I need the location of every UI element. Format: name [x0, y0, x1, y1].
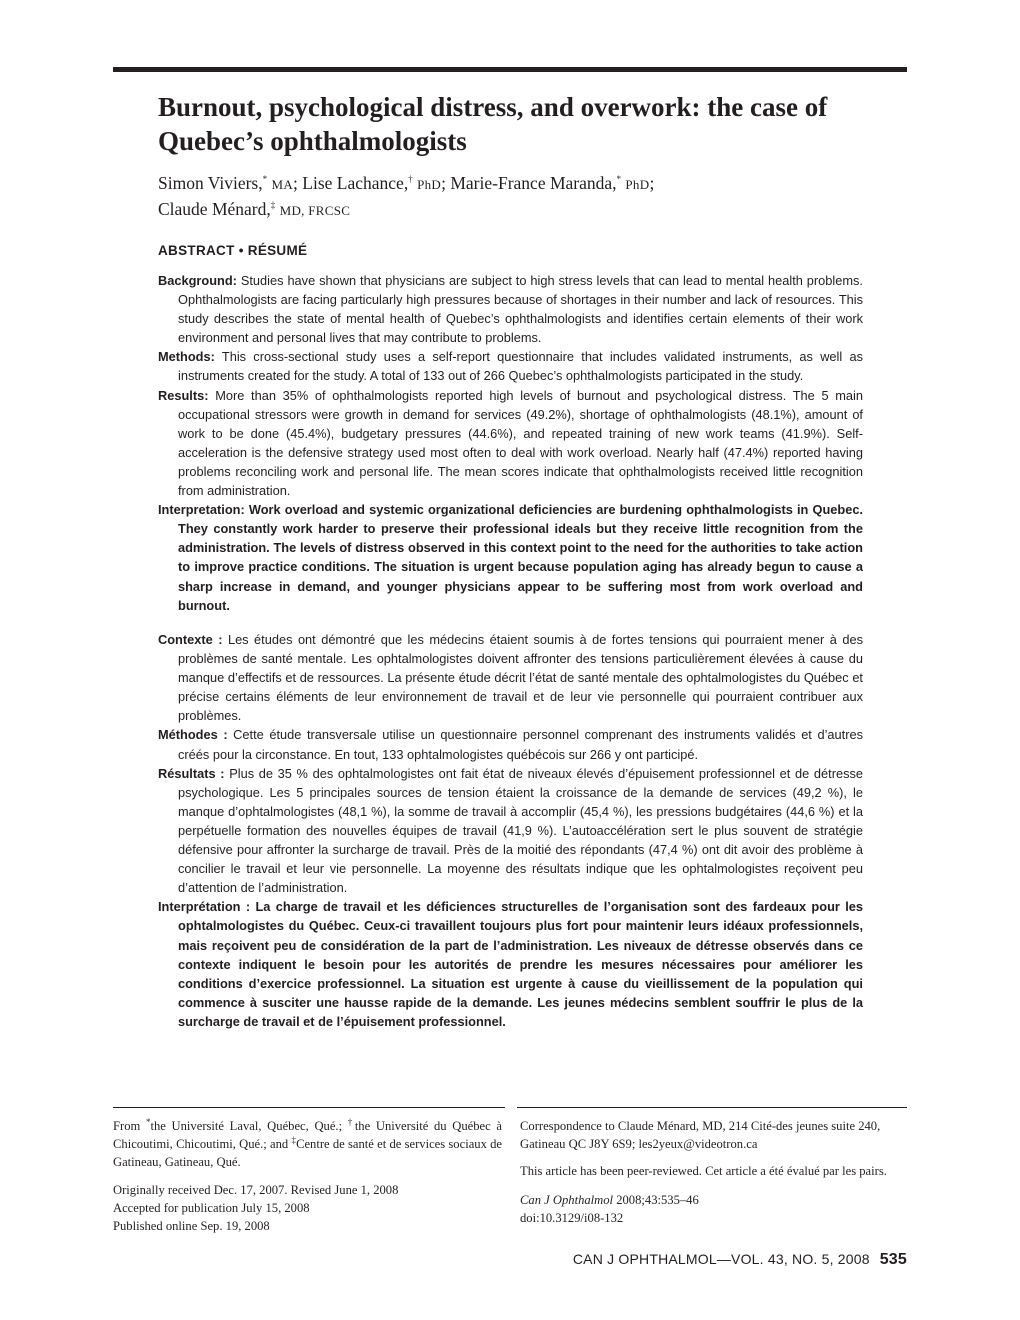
peer-review-note: This article has been peer-reviewed. Cet article a été évalué par les pairs.: [520, 1164, 887, 1178]
section-text: Les études ont démontré que les médecins étaient soumis à de fortes tensions qui pourraient mener à des problèmes de santé mentale. Les ophtalmologistes doivent affronter des tensions particulièrement élevées à cause du manque d’effectifs et de ressources. La présente étude décrit l’état de santé mentale des ophtalmologistes du Québec et précise certains éléments de leur environnement de travail et de leur vie personnelle qui pourraient contribuer aux problèmes.: [178, 632, 863, 724]
author-name: Lise Lachance,: [302, 173, 409, 193]
section-text: Plus de 35 % des ophtalmologistes ont fait état de niveaux élevés d’épuisement professionnel et de détresse psychologique. Les 5 principales sources de tension étaient la croissance de la demande de services (49,2 %), le manque d’ophtalmologistes (48,1 %), la somme de travail à accomplir (45,4 %), les pressions budgétaires (44,6 %) et la perpétuelle formation des nouvelles équipes de travail (41,9 %). L’autoaccélération sert le plus souvent de stratégie défensive pour affronter la surcharge de travail. Près de la moitié des répondants (47,4 %) ont dit avoir des problème à concilier le travail et leur vie personnelle. La moyenne des résultats indique que les ophtalmologistes reçoivent peu d’attention de l’administration.: [178, 765, 863, 896]
correspondence: Correspondence to Claude Ménard, MD, 214 Cité-des jeunes suite 240, Gatineau QC J8Y 6S9; les2yeux@videotron.ca: [520, 1119, 881, 1151]
section-label: Methods:: [158, 349, 215, 365]
section-text: This cross-sectional study uses a self-report questionnaire that includes validated instruments, as well as instruments created for the study. A total of 133 out of 266 Quebec’s ophthalmologists participated in the study.: [178, 349, 863, 384]
citation: [520, 1191, 907, 1227]
date-line: Published online Sep. 19, 2008: [113, 1219, 270, 1233]
author-name: Marie-France Maranda,: [450, 173, 617, 193]
abstract-paragraph: [158, 630, 863, 725]
section-label: Interprétation :: [158, 899, 251, 915]
citation-ref: 2008;43:535–46: [613, 1193, 699, 1207]
section-text: La charge de travail et les déficiences structurelles de l’organisation sont des fardeaux pour les ophtalmologistes du Québec. Ceux-ci travaillent toujours plus fort pour maintenir leurs idéaux professionnels, mais reçoivent peu de considération de la part de l’administration. Les niveaux de détresse observés dans ce contexte indiquent le besoin pour les autorités de prendre les mesures nécessaires pour améliorer les conditions d’exercice professionnel. La situation est urgente à cause du vieillissement de la population qui commence à susciter une hausse rapide de la demande. Les jeunes médecins semblent souffrir le plus de la surcharge de travail et de l’épuisement professionnel.: [178, 899, 863, 1029]
author-list: Simon Viviers,* MA; Lise Lachance,† PhD; Marie-France Maranda,* PhD; Claude Ménard,‡ MD, FRCSC: [158, 173, 655, 219]
abstract-french: [158, 630, 863, 1031]
publication-dates: [113, 1181, 502, 1235]
abstract-paragraph: [158, 347, 863, 385]
author-mark: †: [408, 174, 413, 185]
section-label: Résultats :: [158, 765, 225, 781]
section-text: Work overload and systemic organizational deficiencies are burdening ophthalmologists in Quebec. They constantly work harder to preserve their professional ideals but they receive little recognition from the administration. The levels of distress observed in this context point to the need for the authorities to take action to improve practice conditions. The situation is urgent because population aging has already begun to cause a sharp increase in demand, and younger physicians appear to be suffering most from work overload and burnout.: [178, 502, 863, 613]
author-mark: *: [616, 174, 622, 185]
abstract-paragraph: [158, 500, 863, 615]
doi: doi:10.3129/i08-132: [520, 1211, 624, 1225]
article-title: Burnout, psychological distress, and overwork: the case of Quebec’s ophthalmologists: [158, 92, 828, 156]
section-label: Méthodes :: [158, 727, 228, 743]
footnote-rule: [113, 1107, 505, 1108]
abstract-paragraph: [158, 725, 863, 763]
date-line: Originally received Dec. 17, 2007. Revised June 1, 2008: [113, 1183, 399, 1197]
journal-name: Can J Ophthalmol: [520, 1193, 614, 1207]
footnote-rule: [517, 1107, 907, 1108]
abstract-paragraph: [158, 764, 863, 898]
running-footer: [573, 1251, 907, 1269]
author-degree: PhD: [417, 177, 442, 192]
section-text: Cette étude transversale utilise un questionnaire personnel comprenant des instruments validés et d’autres créés pour la circonstance. En tout, 133 ophtalmologistes québécois sur 266 y ont participé.: [178, 727, 863, 762]
page-number: 535: [879, 1251, 907, 1268]
section-text: Studies have shown that physicians are subject to high stress levels that can lead to mental health problems. Ophthalmologists are facing particularly high pressures because of shortages in their number and lack of resources. This study describes the state of mental health of Quebec’s ophthalmologists and identifies certain elements of their work environment and personal lives that may contribute to problems.: [178, 273, 863, 346]
date-line: Accepted for publication July 15, 2008: [113, 1201, 310, 1215]
author-mark: ‡: [270, 200, 276, 211]
author-degree: MA: [271, 177, 294, 192]
section-label: Interpretation:: [158, 502, 245, 518]
section-label: Results:: [158, 387, 209, 403]
section-label: Contexte :: [158, 632, 223, 647]
author-name: Claude Ménard,: [158, 199, 271, 219]
author-degree: MD, FRCSC: [279, 203, 351, 218]
section-label: Background:: [158, 273, 237, 288]
abstract-heading: ABSTRACT • RÉSUMÉ: [158, 243, 308, 258]
author-name: Simon Viviers,: [158, 173, 263, 193]
affiliations: From *the Université Laval, Québec, Qué.; †the Université du Québec à Chicoutimi, Chicoutimi, Qué.; and ‡Centre de santé et de services sociaux de Gatineau, Gatineau, Qué.: [113, 1116, 503, 1169]
abstract-paragraph: [158, 897, 863, 1031]
journal-issue: CAN J OPHTHALMOL—VOL. 43, NO. 5, 2008: [572, 1251, 870, 1267]
section-text: More than 35% of ophthalmologists reported high levels of burnout and psychological distress. The 5 main occupational stressors were growth in demand for services (49.2%), shortage of ophthalmologists (48.1%), amount of work to be done (45.4%), budgetary pressures (44.6%), and repeated training of new work teams (41.9%). Self-acceleration is the defensive strategy used most often to deal with work overload. Nearly half (47.4%) reported having problems reconciling work and personal life. The mean scores indicate that ophthalmologists received little recognition from administration.: [178, 387, 863, 499]
abstract-paragraph: [158, 386, 863, 501]
author-mark: *: [262, 174, 268, 185]
abstract-english: [158, 271, 863, 615]
abstract-paragraph: [158, 271, 863, 347]
author-degree: PhD: [625, 177, 650, 192]
top-rule: [113, 67, 907, 72]
